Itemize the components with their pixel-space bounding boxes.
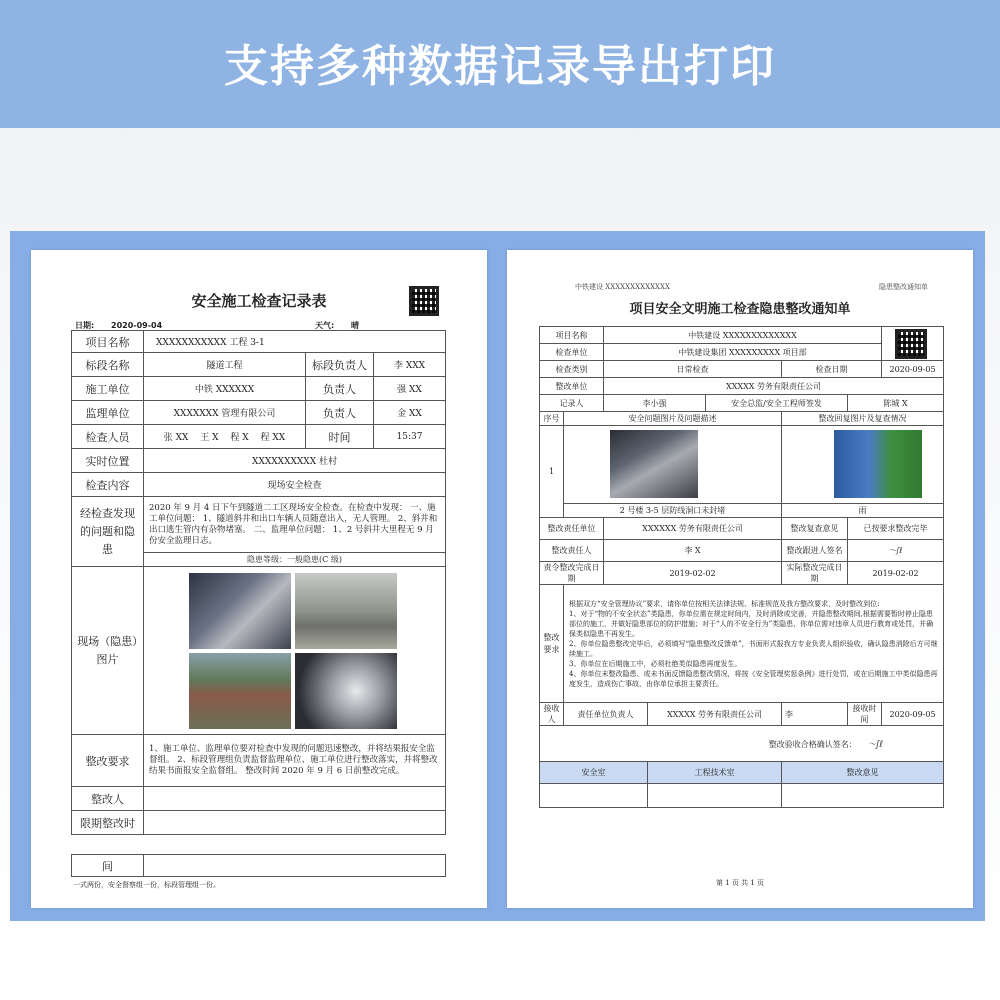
- review-value: 已按要求整改完毕: [848, 518, 944, 540]
- inspectors-label: 检查人员: [72, 425, 144, 449]
- project-name-label: 项目名称: [72, 331, 144, 353]
- deadline-value[interactable]: [144, 811, 446, 835]
- recorder-value: 李小强: [604, 395, 706, 412]
- project-label: 项目名称: [540, 327, 604, 344]
- supervisor-lead-value: 金 XX: [374, 401, 446, 425]
- supervisor-lead-label: 负责人: [306, 401, 374, 425]
- banner-title: 支持多种数据记录导出打印: [224, 41, 776, 92]
- req-text: 根据双方“安全管理协议”要求，请你单位按相关法律法规、标准规范及我方整改要求，及时整改到位: 1、对于“物的不安全状态”类隐患，你单位需在规定时间内，及时消除或完善，并隐患整改期间,根据需要暂时停止隐患部位的施工，并做好隐患部位的防护措施；对于“人的不安全行为”类隐患，你单位需对违章人员进行教育或处罚，并确保类似隐患不再发生。 2、你单位隐患整改完毕后，必须填写“隐患整改反馈单”，书面形式报我方专业负责人组织验收，确认隐患消除后方可继续施工。 3、你单位在后期施工中，必须杜绝类似隐患再度发生。 4、你单位未整改隐患、或未书面反馈隐患整改情况，将按《安全管理奖惩条例》进行处罚，或在后期施工中类似隐患再度发生，造成伤亡事故，由你单位承担主要责任。: [564, 585, 944, 703]
- top-banner: [0, 0, 1000, 128]
- review-photo: [834, 430, 922, 498]
- photos-cell: [144, 567, 446, 735]
- check-unit-label: 检查单位: [540, 344, 604, 361]
- photos-label: 现场（隐患）图片: [72, 567, 144, 735]
- receive-time-value: 2020-09-05: [882, 703, 944, 726]
- dept-safety: 安全室: [540, 762, 648, 784]
- section-lead-value: 李 XXX: [374, 353, 446, 377]
- dept-safety-value[interactable]: [540, 784, 648, 808]
- hazard-photo-1: [189, 573, 291, 649]
- project-name-value: XXXXXXXXXXX 工程 3-1: [144, 331, 446, 353]
- rectifier-value[interactable]: [144, 787, 446, 811]
- deadline-label: 限期整改时: [72, 811, 144, 835]
- recorder-label: 记录人: [540, 395, 604, 412]
- location-value: XXXXXXXXXX 杜村: [144, 449, 446, 473]
- qr-code-icon: [409, 286, 439, 316]
- notice-table: [539, 326, 944, 808]
- header-left: 中铁建设 XXXXXXXXXXXXX: [575, 283, 671, 291]
- weather-value: 晴: [351, 321, 359, 330]
- section-lead-label: 标段负责人: [306, 353, 374, 377]
- content-label: 检查内容: [72, 473, 144, 497]
- req-label: 整改要求: [540, 585, 564, 703]
- review-label: 整改复查意见: [782, 518, 848, 540]
- sheet-title: 安全施工检查记录表: [191, 292, 327, 310]
- builder-label: 施工单位: [72, 377, 144, 401]
- builder-value: 中铁 XXXXXX: [144, 377, 306, 401]
- hazard-grade: 隐患等级：一般隐患(C 级): [144, 553, 446, 567]
- issue-desc: 2 号楼 3-5 层防线洞口未封堵: [564, 504, 782, 518]
- findings-text: 2020 年 9 月 4 日下午到隧道二工区现场安全检查。在检查中发现： 一、施工单位问题： 1、隧道斜井和出口车辆人员随意出入，无人管理。 2、斜井和出口逃生管内有杂物堵塞。 二、监理单位问题： 1、2 号斜井大里程无 9 月份安全监理日志。: [144, 497, 446, 553]
- extra-label: 间: [72, 855, 144, 877]
- rect-unit-label: 整改单位: [540, 378, 604, 395]
- dept-engineering-value[interactable]: [648, 784, 782, 808]
- weather-label: 天气:: [315, 321, 335, 330]
- issue-photo: [610, 430, 698, 498]
- th-review: 整改回复图片及复查情况: [782, 412, 944, 426]
- content-value: 现场安全检查: [144, 473, 446, 497]
- date-label: 日期:: [75, 321, 95, 330]
- rectification-notice-sheet: [507, 250, 973, 908]
- receiver-unit-value: XXXXX 劳务有限责任公司: [648, 703, 782, 726]
- section-label: 标段名称: [72, 353, 144, 377]
- project-value: 中铁建设 XXXXXXXXXXXXX: [604, 327, 882, 344]
- section-value: 隧道工程: [144, 353, 306, 377]
- plan-date-value: 2019-02-02: [604, 562, 782, 585]
- hazard-photo-2: [295, 573, 397, 649]
- rectifier-label: 整改人: [72, 787, 144, 811]
- time-label: 时间: [306, 425, 374, 449]
- requirements-label: 整改要求: [72, 735, 144, 787]
- follow-signature: ～ʃℓ: [848, 540, 944, 562]
- dept-opinion-value[interactable]: [782, 784, 944, 808]
- resp-unit-label: 整改责任单位: [540, 518, 604, 540]
- resp-unit-value: XXXXXX 劳务有限责任公司: [604, 518, 782, 540]
- rect-unit-value: XXXXX 劳务有限责任公司: [604, 378, 944, 395]
- time-value: 15:37: [374, 425, 446, 449]
- acceptance-row: [540, 726, 944, 762]
- check-date-label: 检查日期: [782, 361, 882, 378]
- dept-opinion: 整改意见: [782, 762, 944, 784]
- date-value: 2020-09-04: [111, 321, 163, 330]
- follow-label: 整改跟进人签名: [782, 540, 848, 562]
- inspection-table: [71, 330, 446, 835]
- extra-value[interactable]: [144, 855, 446, 877]
- qr-code-icon: [895, 329, 927, 359]
- check-unit-value: 中铁建设集团 XXXXXXXXX 项目部: [604, 344, 882, 361]
- extra-table: [71, 854, 446, 877]
- accept-signature: ～ʃℓ: [867, 740, 884, 750]
- sign-value: 陈城 X: [848, 395, 944, 412]
- notice-qr-cell: [882, 327, 944, 361]
- inspection-record-sheet: [31, 250, 487, 908]
- th-no: 序号: [540, 412, 564, 426]
- receiver-unit-label: 责任单位负责人: [564, 703, 648, 726]
- notice-title: 项目安全文明施工检查隐患整改通知单: [629, 302, 851, 317]
- header-right: 隐患整改通知单: [879, 283, 928, 291]
- review-photo-cell: [782, 426, 944, 504]
- actual-date-value: 2019-02-02: [848, 562, 944, 585]
- hazard-photo-3: [189, 653, 291, 729]
- resp-person-label: 整改责任人: [540, 540, 604, 562]
- findings-label: 经检查发现的问题和隐患: [72, 497, 144, 567]
- supervisor-value: XXXXXXX 管理有限公司: [144, 401, 306, 425]
- item-no: 1: [540, 426, 564, 518]
- receiver-label: 接收人: [540, 703, 564, 726]
- accept-label: 整改验收合格确认签名：: [768, 740, 857, 749]
- th-issue: 安全问题图片及问题描述: [564, 412, 782, 426]
- check-date-value: 2020-09-05: [882, 361, 944, 378]
- dept-engineering: 工程技术室: [648, 762, 782, 784]
- hazard-photo-4: [295, 653, 397, 729]
- sheet-footer-note: 一式两份，安全督察组一份，标段管理组一份。: [73, 881, 220, 889]
- sign-label: 安全总监/安全工程师签发: [706, 395, 848, 412]
- actual-date-label: 实际整改完成日期: [782, 562, 848, 585]
- check-type-label: 检查类别: [540, 361, 604, 378]
- check-type-value: 日常检查: [604, 361, 782, 378]
- review-reply: 雨: [782, 504, 944, 518]
- issue-photo-cell: [564, 426, 782, 504]
- builder-lead-label: 负责人: [306, 377, 374, 401]
- inspectors-value: 张 XX 王 X 程 X 程 XX: [144, 425, 306, 449]
- supervisor-label: 监理单位: [72, 401, 144, 425]
- receive-time-label: 接收时间: [848, 703, 882, 726]
- page-footer: 第 1 页 共 1 页: [715, 879, 765, 887]
- requirements-text: 1、施工单位、监理单位要对检查中发现的问题迅速整改，并将结果报安全监督组。 2、标段管理组负责监督监理单位、施工单位进行整改落实，并将整改结果书面报安全监督组。 整改时间 2020 年 9 月 6 日前整改完成。: [144, 735, 446, 787]
- resp-person-value: 李 X: [604, 540, 782, 562]
- plan-date-label: 责令整改完成日期: [540, 562, 604, 585]
- builder-lead-value: 强 XX: [374, 377, 446, 401]
- location-label: 实时位置: [72, 449, 144, 473]
- receiver-name: 李: [782, 703, 848, 726]
